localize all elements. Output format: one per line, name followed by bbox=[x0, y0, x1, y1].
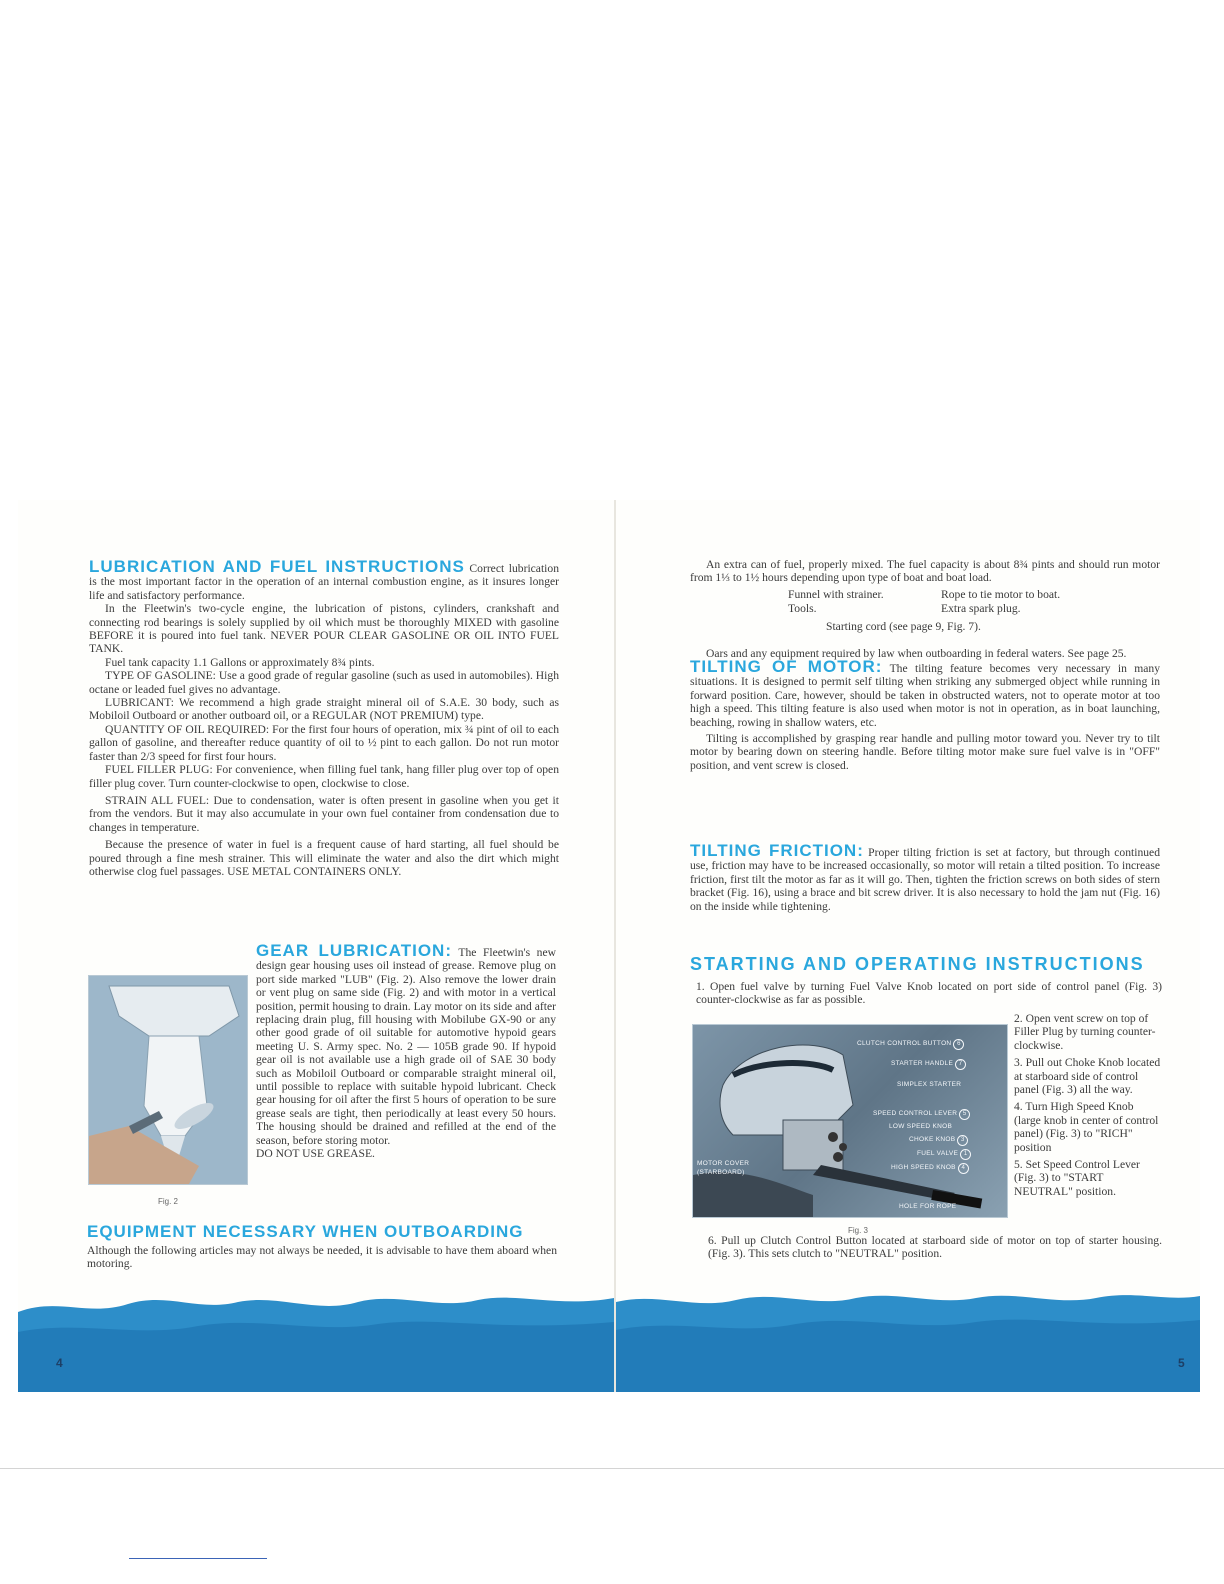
fig3-photo bbox=[692, 1024, 1008, 1218]
callout-low-speed-knob: LOW SPEED KNOB bbox=[889, 1123, 953, 1130]
fuel-intro: An extra can of fuel, properly mixed. The fuel capacity is about 8¾ pints and should run motor from 1⅓ to 1½ hours depending upon type of boat and boat load. bbox=[690, 558, 1160, 585]
lubrication-p5: LUBRICANT: We recommend a high grade straight mineral oil of S.A.E. 30 body, such as Mobiloil Outboard or another outboard oil, or a REGULAR (NOT PREMIUM) type. bbox=[89, 696, 559, 723]
item-funnel: Funnel with strainer. bbox=[788, 587, 884, 601]
fig2-photo bbox=[88, 975, 248, 1185]
equipment-list bbox=[690, 585, 1160, 631]
lubrication-section bbox=[89, 557, 559, 878]
lubrication-p4: TYPE OF GASOLINE: Use a good grade of regular gasoline (such as used in automobiles). High octane or leaded fuel gives no advantage. bbox=[89, 669, 559, 696]
lubrication-p7: FUEL FILLER PLUG: For convenience, when filling fuel tank, hang filler plug over top of open filler plug cover. Turn counter-clockwise to open, clockwise to close. bbox=[89, 763, 559, 790]
tilting-motor-p2: Tilting is accomplished by grasping rear handle and pulling motor toward you. Never try to tilt motor by bearing down on steering handle. Before tilting motor make sure fuel valve is in "OFF" position, and vent screw is closed. bbox=[690, 732, 1160, 772]
tilting-motor-section bbox=[690, 657, 1160, 772]
footer-link-underline bbox=[129, 1558, 267, 1559]
starting-step-4: 4. Turn High Speed Knob (large knob in center of control panel) (Fig. 3) to "RICH" position bbox=[1014, 1100, 1159, 1154]
left-page bbox=[18, 500, 614, 1392]
item-plug: Extra spark plug. bbox=[941, 601, 1021, 615]
tilting-friction-heading: TILTING FRICTION: bbox=[690, 841, 864, 860]
callout-motor-cover: MOTOR COVER (STARBOARD) bbox=[697, 1160, 750, 1176]
item-tools: Tools. bbox=[788, 601, 817, 615]
fig3-caption: Fig. 3 bbox=[848, 1226, 869, 1235]
equipment-heading: EQUIPMENT NECESSARY WHEN OUTBOARDING bbox=[87, 1222, 524, 1241]
tilting-motor-heading: TILTING OF MOTOR: bbox=[690, 657, 883, 676]
right-wave-band bbox=[616, 1272, 1200, 1392]
outboard-motor-illustration bbox=[693, 1025, 1007, 1217]
callout-hole-for-rope: HOLE FOR ROPE bbox=[899, 1203, 957, 1210]
booklet-spread bbox=[18, 500, 1200, 1392]
lubrication-p1: Correct lubrication is the most important factor in the operation of an internal combustion engine, as it insures longer life and satisfactory performance. bbox=[89, 562, 559, 602]
lubrication-p9: Because the presence of water in fuel is a frequent cause of hard starting, all fuel should be poured through a fine mesh strainer. This will eliminate the water and also the dirt which might otherwise clog fuel passages. USE METAL CONTAINERS ONLY. bbox=[89, 838, 559, 878]
lubrication-p2: In the Fleetwin's two-cycle engine, the lubrication of pistons, cylinders, crankshaft and connecting rod bearings is solely supplied by oil which must be thoroughly MIXED with gasoline BEFORE it is poured into fuel tank. NEVER POUR CLEAR GASOLINE OR OIL INTO FUEL TANK. bbox=[89, 602, 559, 656]
starting-step-2: 2. Open vent screw on top of Filler Plug by turning counter-clockwise. bbox=[1014, 1012, 1156, 1052]
starting-step-5: 5. Set Speed Control Lever (Fig. 3) to "START NEUTRAL" position. bbox=[1014, 1158, 1140, 1198]
fuel-section bbox=[690, 558, 1160, 660]
callout-fuel-valve: FUEL VALVE 1 bbox=[917, 1149, 971, 1160]
tilting-friction-text: Proper tilting friction is set at factory, but through continued use, friction may have to be increased occasionally, so motor will retain a tilted position. To increase friction, first tilt the motor as far as it will go. Then, tighten the friction screws on both sides of stern bracket (Fig. 16), using a brace and bit screw driver. It is also necessary to hold the jam nut (Fig. 16) on the inside while tightening. bbox=[690, 846, 1160, 913]
tilting-motor-p1: The tilting feature becomes very necessary in many situations. It is designed to permit self tilting when striking any submerged object while running in forward position. Care, however, should be taken in obstructed waters, not to operate motor at too high a speed. This tilting feature is also used when motor is not in operation, as in boat launching, beaching, rowing in shallow waters, etc. bbox=[690, 662, 1160, 729]
equipment-text: Although the following articles may not always be needed, it is advisable to have them aboard when motoring. bbox=[87, 1244, 557, 1271]
callout-starter-handle: STARTER HANDLE 7 bbox=[891, 1059, 966, 1070]
gear-text: The Fleetwin's new design gear housing uses oil instead of grease. Remove plug on port side marked "LUB" (Fig. 2). Also remove the lower drain or vent plug on same side (Fig. 2) and with motor in a vertical position, permit housing to drain. Lay motor on its side and after replacing drain plug, fill housing with Mobilube GX-90 or any other good grade of oil suitable for automotive hypoid gears meeting U. S. Army spec. No. 2 — 105B grade 90. If hypoid gear oil is not available use a high grade oil of SAE 30 body such as Mobiloil Outboard or comparable straight mineral oil, until possible to replace with suitable hypoid lubricant. Check gear housing for oil after the first 5 hours of operation to be sure grease seals are tight, then periodically at least every 50 hours. The housing should be drained and refilled at the end of the season, before storing motor. bbox=[256, 946, 556, 1147]
left-wave-band bbox=[18, 1272, 614, 1392]
scan-edge-line bbox=[0, 1468, 1224, 1469]
lubrication-p8: STRAIN ALL FUEL: Due to condensation, water is often present in gasoline when you get it from the vendors. But it may also accumulate in your own fuel container from condensation due to changes in temperature. bbox=[89, 793, 559, 834]
gear-heading: GEAR LUBRICATION: bbox=[256, 941, 452, 960]
outboard-lower-unit-illustration bbox=[89, 976, 247, 1184]
starting-step-1: 1. Open fuel valve by turning Fuel Valve Knob located on port side of control panel (Fig. 3) counter-clockwise as far as possible. bbox=[696, 980, 1162, 1007]
item-cord: Starting cord (see page 9, Fig. 7). bbox=[826, 619, 981, 633]
callout-speed-control-lever: SPEED CONTROL LEVER 5 bbox=[873, 1109, 970, 1120]
callout-clutch-control-button: CLUTCH CONTROL BUTTON 6 bbox=[857, 1039, 964, 1050]
gear-section bbox=[256, 941, 556, 1161]
lubrication-p3: Fuel tank capacity 1.1 Gallons or approximately 8¾ pints. bbox=[105, 655, 375, 669]
oars-text: Oars and any equipment required by law when outboarding in federal waters. See page 25. bbox=[706, 646, 1127, 660]
callout-high-speed-knob: HIGH SPEED KNOB 4 bbox=[891, 1163, 969, 1174]
starting-step-6: 6. Pull up Clutch Control Button located at starboard side of motor on top of starter housing. (Fig. 3). This sets clutch to "NEUTRAL" position. bbox=[708, 1234, 1162, 1261]
starting-steps-column bbox=[1014, 1012, 1162, 1198]
lubrication-p6: QUANTITY OF OIL REQUIRED: For the first four hours of operation, mix ¾ pint of oil to each gallon of gasoline, and thereafter reduce quantity of oil to ½ pint to each gallon. Do not run motor faster than 2/3 speed for first four hours. bbox=[89, 722, 559, 763]
equipment-section bbox=[87, 1222, 557, 1271]
page-number-left: 4 bbox=[56, 1356, 63, 1370]
starting-step-3: 3. Pull out Choke Knob located at starboard side of control panel (Fig. 3) all the way. bbox=[1014, 1056, 1161, 1097]
tilting-friction-section bbox=[690, 841, 1160, 913]
lubrication-heading: LUBRICATION AND FUEL INSTRUCTIONS bbox=[89, 557, 465, 576]
right-page bbox=[616, 500, 1200, 1392]
starting-heading: STARTING AND OPERATING INSTRUCTIONS bbox=[690, 954, 1145, 974]
page-number-right: 5 bbox=[1178, 1356, 1185, 1370]
callout-simplex-starter: SIMPLEX STARTER bbox=[897, 1081, 962, 1088]
fig2-caption: Fig. 2 bbox=[158, 1197, 179, 1206]
item-rope: Rope to tie motor to boat. bbox=[941, 587, 1061, 601]
callout-choke-knob: CHOKE KNOB 3 bbox=[909, 1135, 968, 1146]
gear-note: DO NOT USE GREASE. bbox=[256, 1147, 375, 1161]
